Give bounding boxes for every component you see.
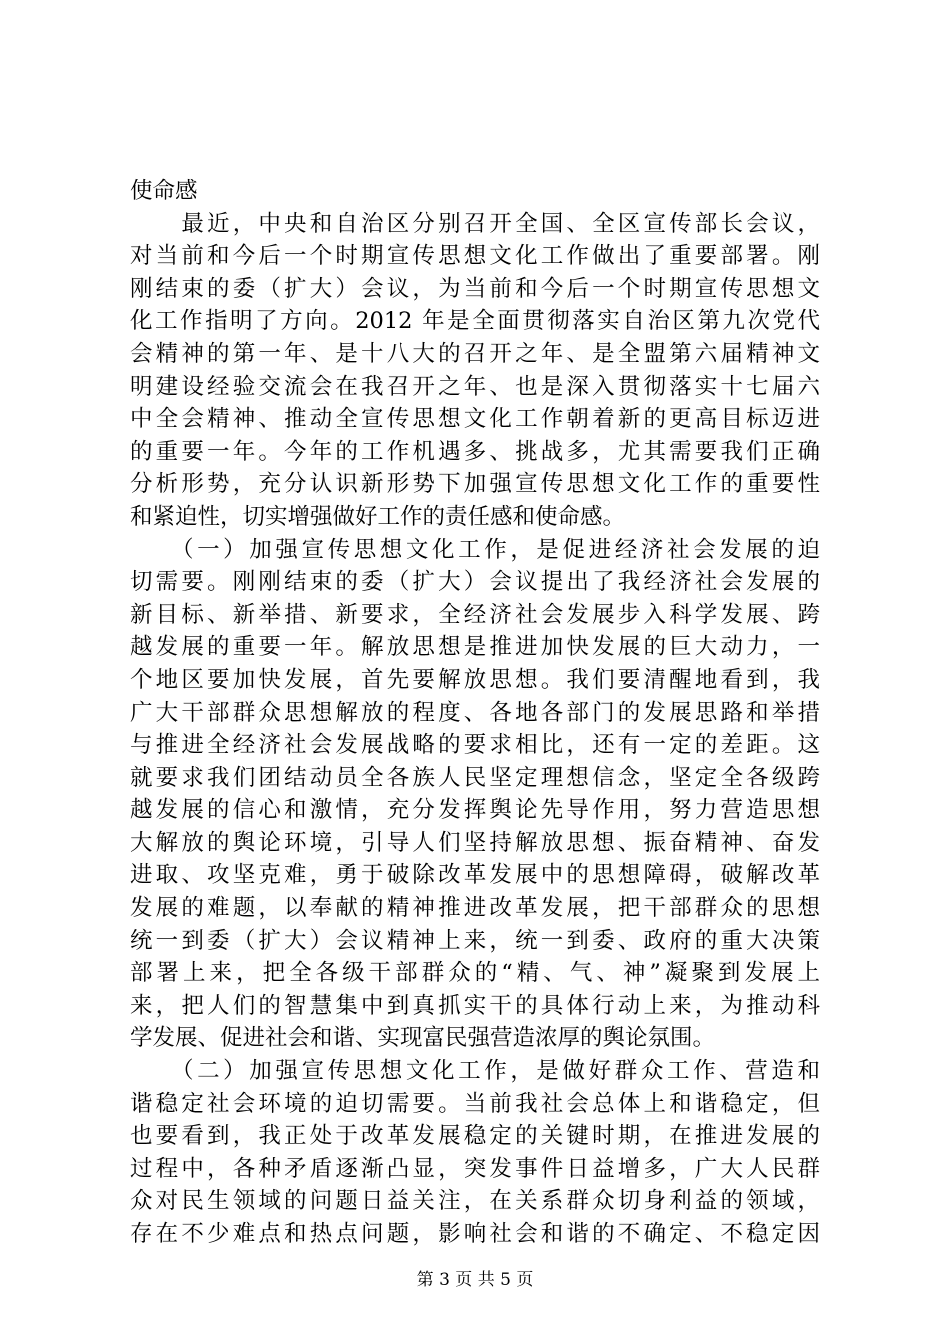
text-line: 越发展的重要一年。解放思想是推进加快发展的巨大动力，一 (130, 634, 820, 661)
text-line: 广大干部群众思想解放的程度、各地各部门的发展思路和举措 (130, 699, 820, 726)
text-line: 与推进全经济社会发展战略的要求相比，还有一定的差距。这 (130, 732, 820, 759)
text-line: 对当前和今后一个时期宣传思想文化工作做出了重要部署。刚 (130, 243, 820, 270)
text-line: 统一到委（扩大）会议精神上来，统一到委、政府的重大决策 (130, 927, 820, 954)
text-line: 就要求我们团结动员全各族人民坚定理想信念，坚定全各级跨 (130, 764, 820, 791)
text-line: 存在不少难点和热点问题，影响社会和谐的不确定、不稳定因 (130, 1221, 820, 1247)
text-line: 也要看到，我正处于改革发展稳定的关键时期，在推进发展的 (130, 1123, 820, 1150)
text-line: 和紧迫性，切实增强做好工作的责任感和使命感。 (130, 503, 626, 530)
text-line: 发展的难题，以奉献的精神推进改革发展，把干部群众的思想 (130, 895, 820, 922)
text-line: 新目标、新举措、新要求，全经济社会发展步入科学发展、跨 (130, 601, 820, 628)
text-line: 明建设经验交流会在我召开之年、也是深入贯彻落实十七届六 (130, 373, 820, 400)
text-line: （二）加强宣传思想文化工作，是做好群众工作、营造和 (130, 1058, 820, 1085)
text-line: 的重要一年。今年的工作机遇多、挑战多，尤其需要我们正确 (130, 438, 820, 465)
text-line: 会精神的第一年、是十八大的召开之年、是全盟第六届精神文 (130, 340, 820, 367)
text-line: 过程中，各种矛盾逐渐凸显，突发事件日益增多，广大人民群 (130, 1155, 820, 1182)
text-line: 学发展、促进社会和谐、实现富民强营造浓厚的舆论氛围。 (130, 1025, 716, 1052)
text-line: 部署上来，把全各级干部群众的“精、气、神”凝聚到发展上 (130, 960, 820, 987)
text-line: 刚结束的委（扩大）会议，为当前和今后一个时期宣传思想文 (130, 275, 820, 302)
text-line: 大解放的舆论环境，引导人们坚持解放思想、振奋精神、奋发 (130, 829, 820, 856)
body-text (130, 175, 820, 1251)
text-line: （一）加强宣传思想文化工作，是促进经济社会发展的迫 (130, 536, 820, 563)
text-line: 众对民生领域的问题日益关注，在关系群众切身利益的领域， (130, 1188, 820, 1215)
text-line: 中全会精神、推动全宣传思想文化工作朝着新的更高目标迈进 (130, 406, 820, 433)
text-line: 个地区要加快发展，首先要解放思想。我们要清醒地看到，我 (130, 666, 820, 693)
text-line: 使命感 (130, 178, 198, 204)
text-line: 分析形势，充分认识新形势下加强宣传思想文化工作的重要性 (130, 471, 820, 498)
text-line: 化工作指明了方向。2012 年是全面贯彻落实自治区第九次党代 (130, 308, 820, 335)
text-line: 越发展的信心和激情，充分发挥舆论先导作用，努力营造思想 (130, 797, 820, 824)
text-line: 进取、攻坚克难，勇于破除改革发展中的思想障碍，破解改革 (130, 862, 820, 889)
text-line: 最近，中央和自治区分别召开全国、全区宣传部长会议， (130, 210, 820, 237)
page-footer: 第 3 页 共 5 页 (416, 1270, 534, 1290)
text-line: 来，把人们的智慧集中到真抓实干的具体行动上来，为推动科 (130, 992, 820, 1019)
text-line: 谐稳定社会环境的迫切需要。当前我社会总体上和谐稳定，但 (130, 1090, 820, 1117)
text-line: 切需要。刚刚结束的委（扩大）会议提出了我经济社会发展的 (130, 569, 820, 596)
